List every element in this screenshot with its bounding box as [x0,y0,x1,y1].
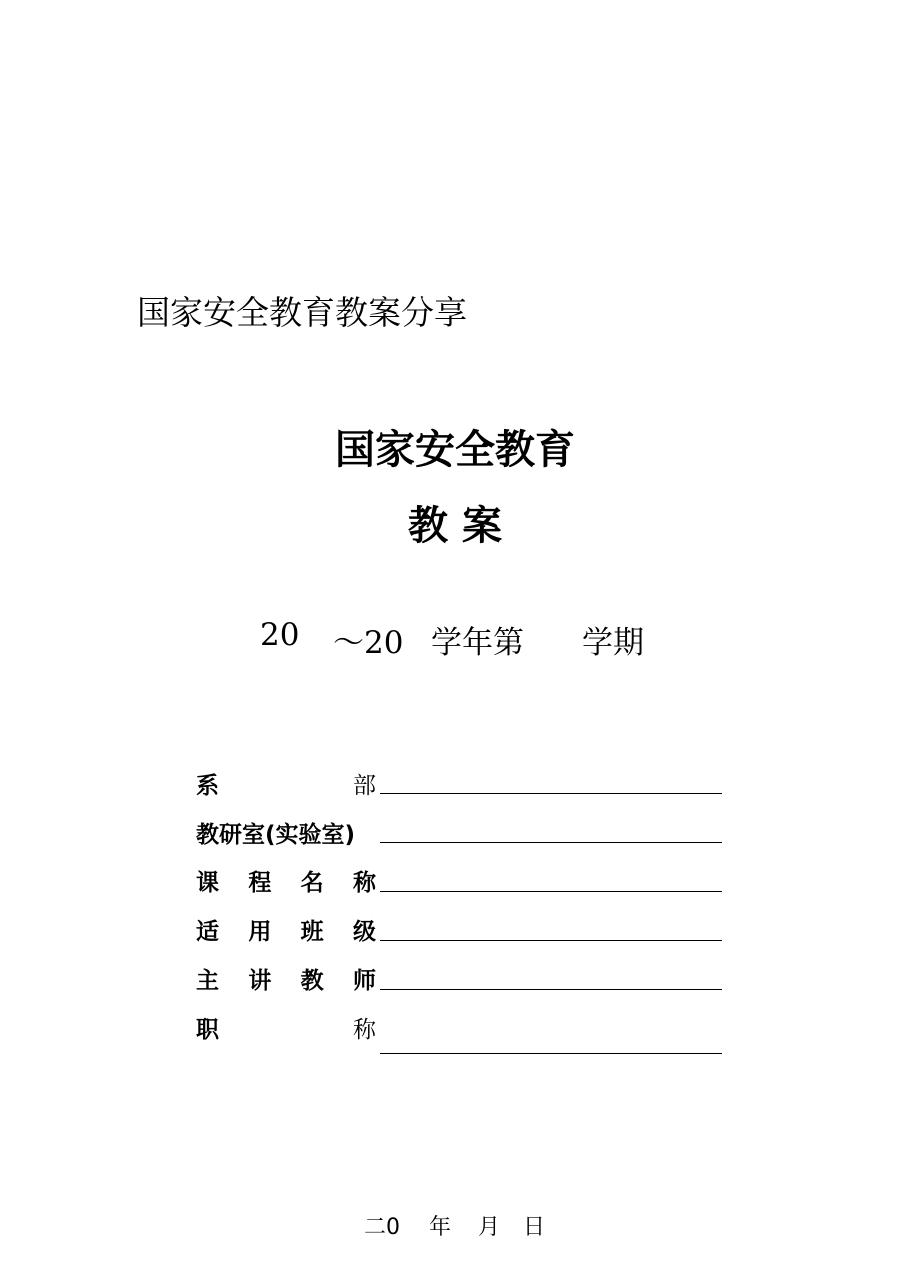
title-rank-label-char: 职 [196,1016,219,1043]
department-label [196,766,376,800]
title-rank-field[interactable] [380,1053,722,1054]
lecturer-label-char: 师 [352,967,376,994]
form-row-teaching-office [196,815,726,851]
applicable-class-label-char: 级 [352,918,376,945]
department-field[interactable] [380,793,722,794]
lecturer-label-char: 主 [196,967,219,994]
lecturer-field[interactable] [380,989,722,990]
course-name-label-char: 课 [196,869,219,896]
lecturer-label-char: 教 [300,967,324,994]
title-rank-label-char: 称 [353,1016,376,1043]
lecturer-label-char: 讲 [248,967,272,994]
title-rank-label [196,1010,376,1044]
term-academic-year: 学年第 [431,625,524,661]
teaching-office-label-text: 教研室(实验室) [196,821,356,848]
course-name-label-char: 名 [300,869,324,896]
term-year-start: 20 [260,617,300,653]
teaching-office-field[interactable] [380,842,722,843]
main-title: 国家安全教育 [335,427,575,473]
date-line [0,1210,910,1240]
course-name-label-char: 称 [352,869,376,896]
date-day-label: 日 [523,1215,546,1240]
form-row-course-name [196,863,726,899]
date-month-label: 月 [478,1215,501,1240]
applicable-class-field[interactable] [380,940,722,941]
date-year-prefix: 二0 [364,1215,400,1240]
form-row-applicable-class [196,912,726,948]
document-heading: 国家安全教育教案分享 [137,293,467,332]
form-row-department [196,766,726,802]
department-label-char: 系 [196,772,219,799]
lecturer-label [196,961,376,995]
course-name-label [196,863,376,897]
academic-term-line [0,617,910,661]
course-name-field[interactable] [380,891,722,892]
main-subtitle: 教案 [408,503,516,549]
applicable-class-label-char: 班 [300,918,324,945]
applicable-class-label-char: 适 [196,918,219,945]
term-semester: 学期 [582,625,644,661]
applicable-class-label-char: 用 [248,918,272,945]
department-label-char: 部 [353,772,376,799]
date-year-label: 年 [429,1215,452,1240]
form-row-lecturer [196,961,726,997]
term-year-end: ～20 [333,625,404,661]
applicable-class-label [196,912,376,946]
form-row-title-rank [196,1010,726,1046]
course-name-label-char: 程 [248,869,272,896]
teaching-office-label [196,815,376,849]
